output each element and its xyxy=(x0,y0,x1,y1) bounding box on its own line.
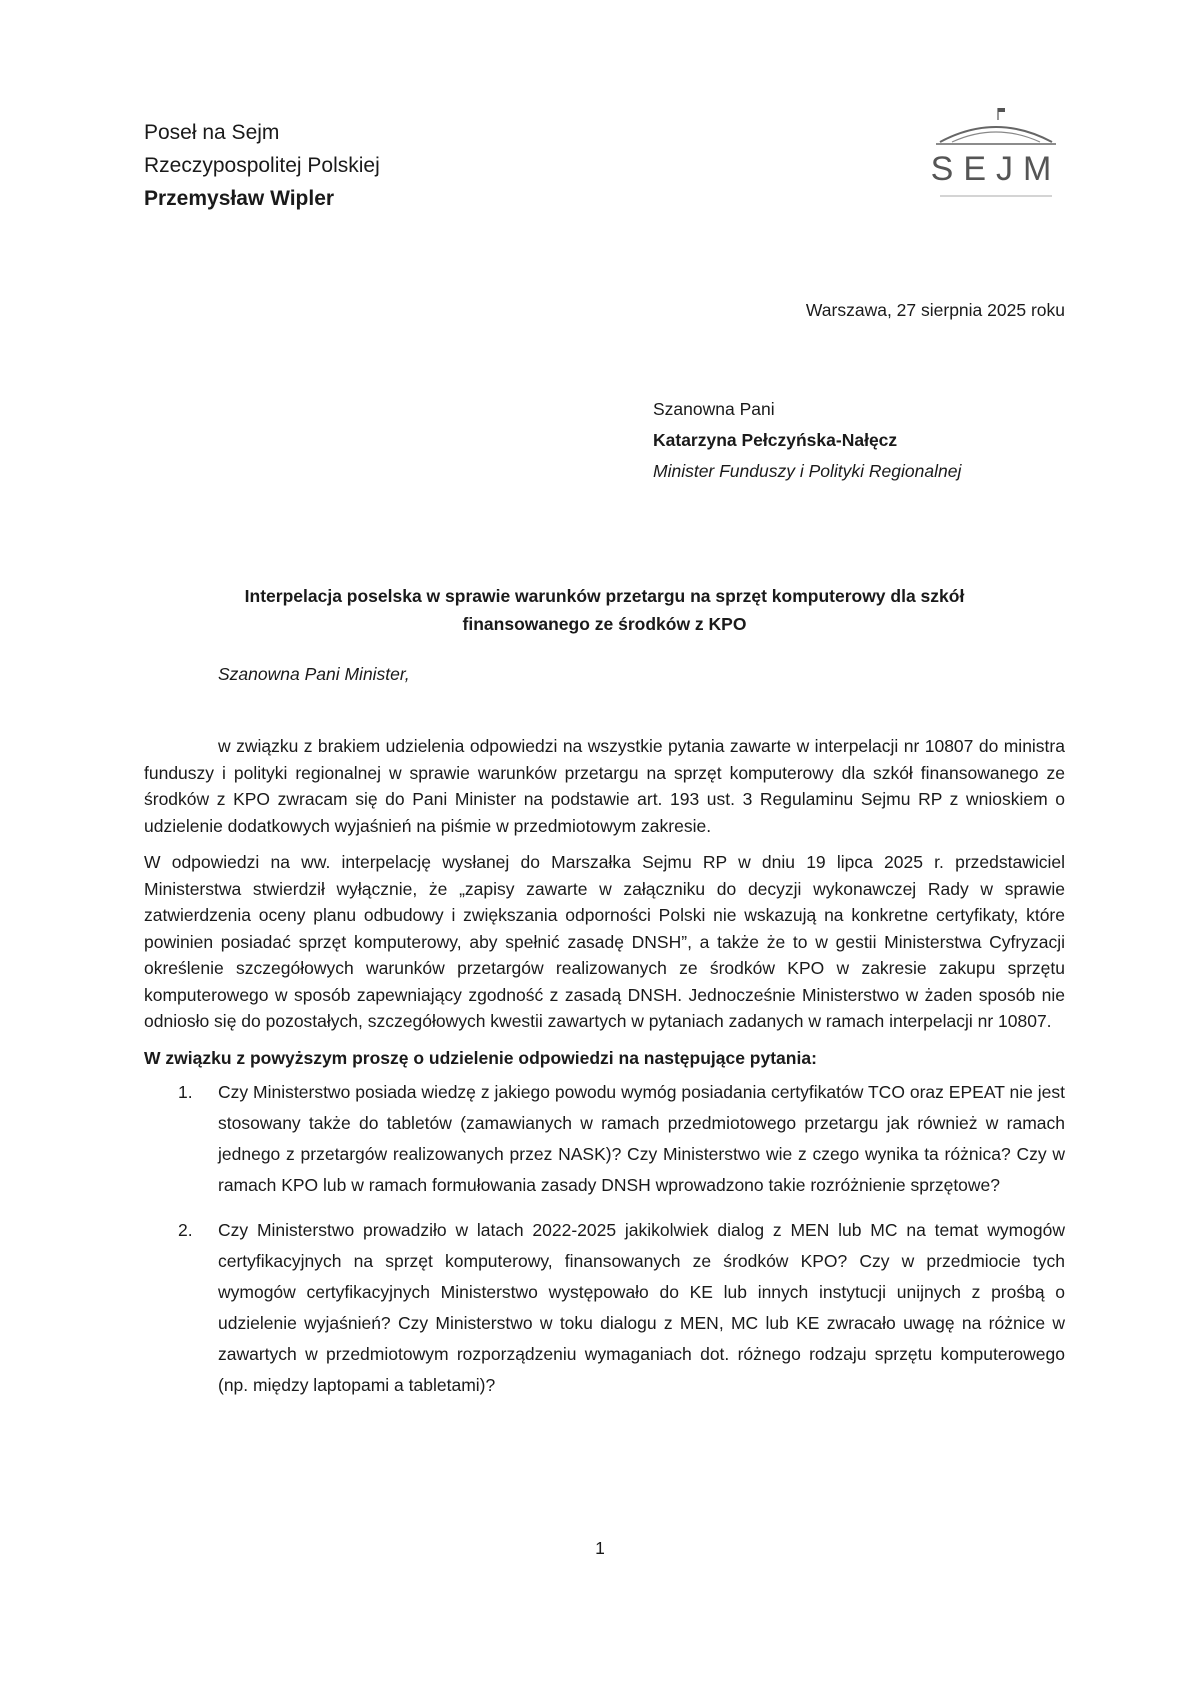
sejm-logo xyxy=(930,108,1062,208)
sejm-logo-icon xyxy=(930,108,1062,208)
letter-body xyxy=(144,733,1065,1415)
paragraph: w związku z brakiem udzielenia odpowiedzi na wszystkie pytania zawarte w interpelacji nr 10807 do ministra funduszy i polityki regionalnej w sprawie warunków przetargu na sprzęt komputerowy dla szkół finansowanego ze środków z KPO zwracam się do Pani Minister na podstawie art. 193 ust. 3 Regulaminu Sejmu RP z wnioskiem o udzielenie dodatkowych wyjaśnień na piśmie w przedmiotowym zakresie. xyxy=(144,736,1065,836)
addressee-block xyxy=(653,394,961,487)
addressee-name: Katarzyna Pełczyńska-Nałęcz xyxy=(653,430,898,450)
question-number: 1. xyxy=(178,1082,193,1102)
logo-text: SEJM xyxy=(930,150,1062,188)
list-item xyxy=(144,1077,1065,1201)
sender-country: Rzeczypospolitej Polskiej xyxy=(144,154,380,177)
questions-lead: W związku z powyższym proszę o udzielenie odpowiedzi na następujące pytania: xyxy=(144,1047,817,1068)
question-text: Czy Ministerstwo prowadziło w latach 2022-2025 jakikolwiek dialog z MEN lub MC na temat wymogów certyfikacyjnych na sprzęt komputerowy, finansowanych ze środków KPO? Czy w przedmiocie tych wymogów certyfikacyjnych Ministerstwo występowało do KE lub innych instytucji unijnych z prośbą o udzielenie wyjaśnień? Czy Ministerstwo w toku dialogu z MEN, MC lub KE zwracało uwagę na różnice w zawartych w przedmiotowym rozporządzeniu wymaganiach dot. różnego rodzaju sprzętu komputerowego (np. między laptopami a tabletami)? xyxy=(218,1220,1065,1395)
salutation: Szanowna Pani Minister, xyxy=(218,664,410,684)
page-number: 1 xyxy=(595,1538,605,1558)
letter-date: Warszawa, 27 sierpnia 2025 roku xyxy=(805,300,1065,320)
question-number: 2. xyxy=(178,1220,193,1240)
questions-list xyxy=(144,1077,1065,1401)
sender-title: Poseł na Sejm xyxy=(144,121,280,144)
sender-name: Przemysław Wipler xyxy=(144,187,335,210)
subject-line-2: finansowanego ze środków z KPO xyxy=(462,614,747,634)
addressee-greeting: Szanowna Pani xyxy=(653,399,775,419)
paragraph: W odpowiedzi na ww. interpelację wysłanej do Marszałka Sejmu RP w dniu 19 lipca 2025 r. przedstawiciel Ministerstwa stwierdził wyłącznie, że „zapisy zawarte w załączniku do decyzji wykonawczej Rady w sprawie zatwierdzenia oceny planu odbudowy i zwiększania odporności Polski nie wskazują na konkretne certyfikaty, które powinien posiadać sprzęt komputerowy, aby spełnić zasadę DNSH”, a także że to w gestii Ministerstwa Cyfryzacji określenie szczegółowych warunków przetargów realizowanych ze środków KPO w zakresie zakupu sprzętu komputerowego w sposób zapewniający zgodność z zasadą DNSH. Jednocześnie Ministerstwo w żaden sposób nie odniosło się do pozostałych, szczegółowych kwestii zawartych w pytaniach zadanych w ramach interpelacji nr 10807. xyxy=(144,852,1065,1031)
addressee-role: Minister Funduszy i Polityki Regionalnej xyxy=(653,461,962,481)
subject-line-1: Interpelacja poselska w sprawie warunków przetargu na sprzęt komputerowy dla szkół xyxy=(244,586,965,606)
question-text: Czy Ministerstwo posiada wiedzę z jakiego powodu wymóg posiadania certyfikatów TCO oraz EPEAT nie jest stosowany także do tabletów (zamawianych w ramach przedmiotowego przetargu jak również w ramach jednego z przetargów realizowanych przez NASK)? Czy Ministerstwo wie z czego wynika ta różnica? Czy w ramach KPO lub w ramach formułowania zasady DNSH wprowadzono takie rozróżnienie sprzętowe? xyxy=(218,1082,1065,1195)
sender-block xyxy=(144,116,380,215)
letter-subject xyxy=(144,582,1065,638)
list-item xyxy=(144,1215,1065,1401)
